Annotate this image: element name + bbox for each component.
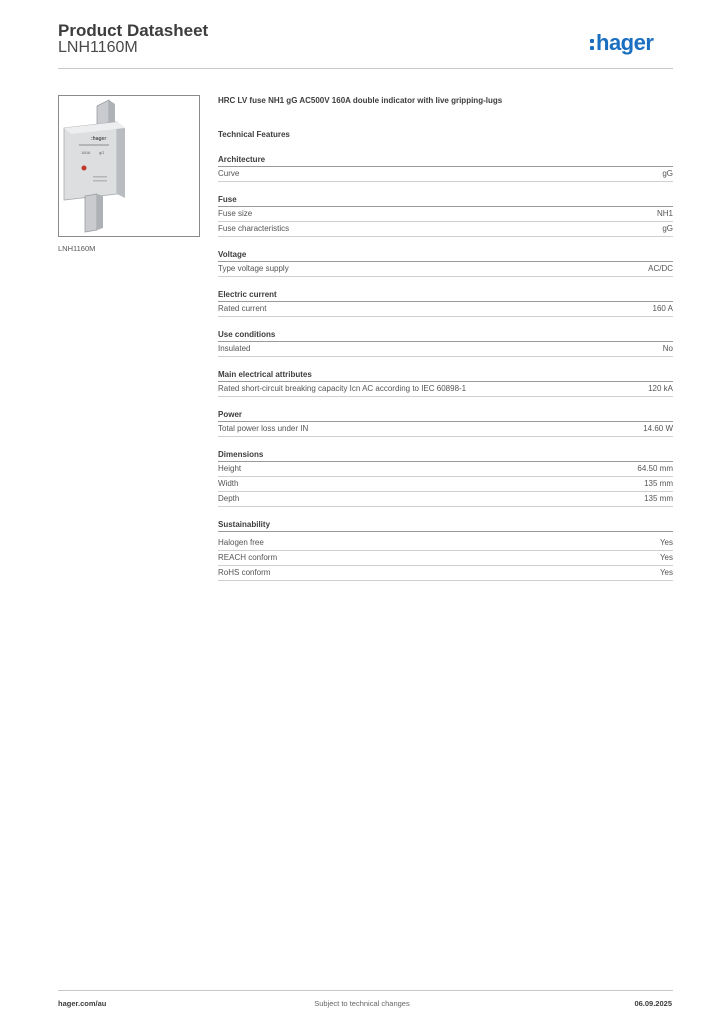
spec-label: Halogen free [218, 538, 264, 547]
spec-value: 135 mm [644, 479, 673, 488]
spec-label: Depth [218, 494, 240, 503]
spec-label: Height [218, 464, 242, 473]
footer-website[interactable]: hager.com/au [58, 999, 107, 1008]
section-title: Voltage [218, 248, 673, 262]
feature-sections [218, 153, 673, 581]
hager-logo [590, 28, 653, 58]
spec-row [218, 422, 673, 437]
spec-value: No [662, 344, 673, 353]
spec-label: Rated current [218, 304, 267, 313]
section-electric-current [218, 288, 673, 317]
section-title: Use conditions [218, 328, 673, 342]
spec-label: Total power loss under IN [218, 424, 309, 433]
spec-row [218, 222, 673, 237]
product-code: LNH1160M [58, 39, 138, 56]
spec-value: Yes [659, 553, 673, 562]
page-title: Product Datasheet [58, 21, 209, 40]
image-caption: LNH1160M [58, 244, 96, 253]
product-image [58, 95, 200, 237]
section-architecture [218, 153, 673, 182]
spec-value: Yes [659, 568, 673, 577]
logo-dots [590, 39, 594, 50]
spec-label: RoHS conform [218, 568, 271, 577]
spec-label: Fuse characteristics [218, 224, 290, 233]
section-voltage [218, 248, 673, 277]
spec-value: 160 A [652, 304, 673, 313]
spec-row [218, 167, 673, 182]
section-title: Main electrical attributes [218, 368, 673, 382]
spec-label: Width [218, 479, 239, 488]
spec-label: Fuse size [218, 209, 253, 218]
section-title: Electric current [218, 288, 673, 302]
section-title: Power [218, 408, 673, 422]
spec-label: Type voltage supply [218, 264, 289, 273]
svg-text:160A: 160A [81, 150, 91, 155]
spec-value: 120 kA [648, 384, 673, 393]
spec-row [218, 492, 673, 507]
spec-label: Insulated [218, 344, 251, 353]
svg-text:gG: gG [99, 150, 105, 155]
datasheet-content [218, 94, 673, 581]
section-title: Sustainability [218, 518, 673, 532]
section-fuse [218, 193, 673, 237]
section-sustainability [218, 518, 673, 581]
spec-row [218, 536, 673, 551]
spec-row [218, 566, 673, 581]
spec-row [218, 551, 673, 566]
header-divider [58, 68, 673, 69]
spec-value: gG [662, 169, 673, 178]
technical-features-title: Technical Features [218, 130, 290, 139]
section-power [218, 408, 673, 437]
footer-date: 06.09.2025 [634, 999, 672, 1008]
section-title: Architecture [218, 153, 673, 167]
spec-value: 64.50 mm [637, 464, 673, 473]
footer-divider [58, 990, 673, 991]
spec-value: NH1 [656, 209, 673, 218]
spec-row [218, 462, 673, 477]
spec-label: Curve [218, 169, 240, 178]
spec-value: AC/DC [648, 264, 673, 273]
spec-value: Yes [659, 538, 673, 547]
section-use-conditions [218, 328, 673, 357]
section-dimensions [218, 448, 673, 507]
fuse-product-photo-icon [59, 96, 199, 236]
spec-row [218, 382, 673, 397]
spec-row [218, 262, 673, 277]
section-title: Dimensions [218, 448, 673, 462]
spec-row [218, 477, 673, 492]
spec-value: 135 mm [644, 494, 673, 503]
footer-notice: Subject to technical changes [314, 999, 410, 1008]
logo-text: hager [596, 30, 654, 55]
section-title: Fuse [218, 193, 673, 207]
svg-text::hager: :hager [91, 136, 107, 142]
spec-value: gG [662, 224, 673, 233]
section-main-electrical-attributes [218, 368, 673, 397]
spec-value: 14.60 W [643, 424, 673, 433]
spec-row [218, 302, 673, 317]
spec-label: Rated short-circuit breaking capacity Icn AC according to IEC 60898-1 [218, 384, 467, 393]
spec-row [218, 207, 673, 222]
spec-row [218, 342, 673, 357]
product-description: HRC LV fuse NH1 gG AC500V 160A double indicator with live gripping-lugs [218, 96, 503, 105]
spec-label: REACH conform [218, 553, 278, 562]
